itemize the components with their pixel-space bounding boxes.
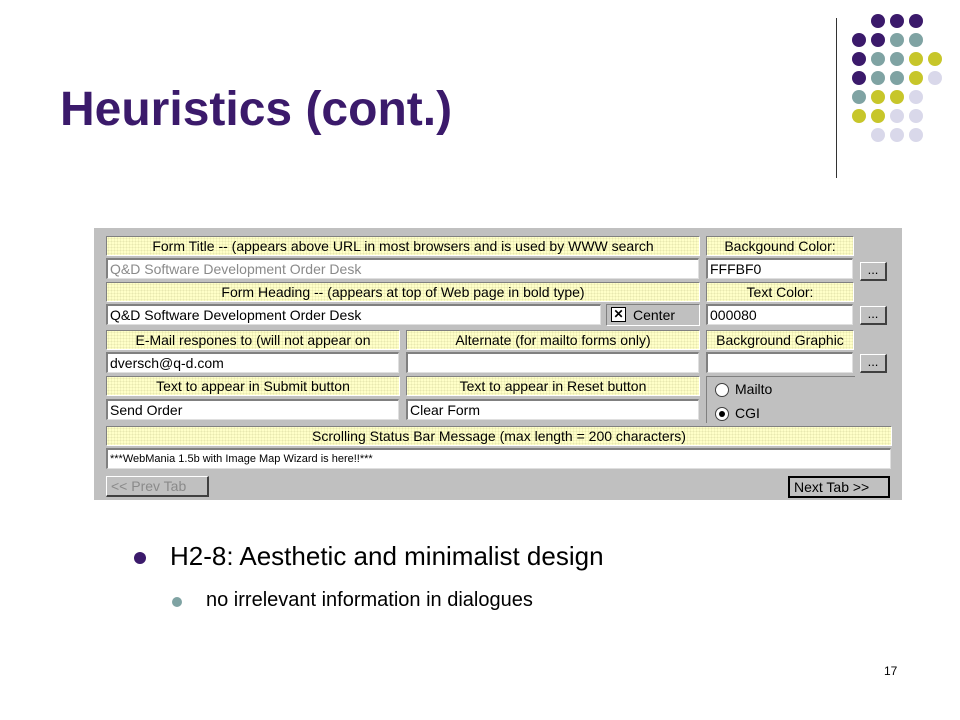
decorative-dot	[890, 33, 904, 47]
decorative-dot	[871, 14, 885, 28]
decorative-dot	[890, 128, 904, 142]
decorative-dot	[928, 52, 942, 66]
decorative-dot	[871, 128, 885, 142]
reset-button-text-label: Text to appear in Reset button	[406, 376, 700, 396]
background-graphic-field[interactable]	[706, 352, 853, 373]
sub-bullet-dot-icon	[172, 597, 182, 607]
form-settings-dialog	[94, 228, 902, 500]
decorative-dot	[909, 128, 923, 142]
background-color-label: Backgound Color:	[706, 236, 854, 256]
next-tab-button[interactable]: Next Tab >>	[788, 476, 890, 498]
form-heading-field[interactable]: Q&D Software Development Order Desk	[106, 304, 601, 325]
decorative-dot	[909, 109, 923, 123]
text-color-field[interactable]: 000080	[706, 304, 853, 325]
text-color-label: Text Color:	[706, 282, 854, 302]
decorative-dot	[871, 109, 885, 123]
decorative-dot	[928, 71, 942, 85]
radio-selected-icon	[719, 411, 725, 417]
checkbox-checked-icon: ✕	[611, 307, 626, 322]
decorative-dot	[909, 71, 923, 85]
decorative-dot	[852, 109, 866, 123]
bullet-dot-icon	[134, 552, 146, 564]
decorative-dot	[871, 71, 885, 85]
form-title-label: Form Title -- (appears above URL in most browsers and is used by WWW search	[106, 236, 700, 256]
mailto-radio[interactable]	[715, 383, 729, 397]
background-graphic-label: Background Graphic	[706, 330, 854, 350]
decorative-dot	[852, 33, 866, 47]
submit-button-text-label: Text to appear in Submit button	[106, 376, 400, 396]
decorative-dot	[852, 90, 866, 104]
prev-tab-button[interactable]: << Prev Tab	[106, 476, 209, 497]
form-title-field[interactable]: Q&D Software Development Order Desk	[106, 258, 699, 279]
form-heading-label: Form Heading -- (appears at top of Web page in bold type)	[106, 282, 700, 302]
slide-title: Heuristics (cont.)	[60, 83, 453, 136]
decorative-dot	[871, 52, 885, 66]
center-checkbox-label: Center	[633, 307, 676, 323]
alternate-email-field[interactable]	[406, 352, 699, 373]
decorative-dot	[909, 90, 923, 104]
alternate-label: Alternate (for mailto forms only)	[406, 330, 700, 350]
decorative-dot	[871, 90, 885, 104]
decorative-dot	[890, 14, 904, 28]
email-field[interactable]: dversch@q-d.com	[106, 352, 399, 373]
decorative-dot	[890, 109, 904, 123]
decorative-dot	[890, 90, 904, 104]
cgi-radio-label: CGI	[735, 405, 760, 421]
status-message-field[interactable]: ***WebMania 1.5b with Image Map Wizard is here!!***	[106, 448, 891, 469]
decorative-dot	[909, 52, 923, 66]
bullet-main: H2-8: Aesthetic and minimalist design	[170, 541, 604, 571]
decorative-dot	[871, 33, 885, 47]
decorative-dot	[909, 33, 923, 47]
status-message-label: Scrolling Status Bar Message (max length = 200 characters)	[106, 426, 892, 446]
background-color-field[interactable]: FFFBF0	[706, 258, 853, 279]
background-graphic-browse-button[interactable]: ...	[860, 354, 887, 373]
cgi-radio[interactable]	[715, 407, 729, 421]
decorative-dot	[890, 52, 904, 66]
page-number: 17	[884, 664, 898, 678]
decorative-dot	[852, 52, 866, 66]
decorative-dot	[890, 71, 904, 85]
submit-button-text-field[interactable]: Send Order	[106, 399, 399, 420]
text-color-browse-button[interactable]: ...	[860, 306, 887, 325]
submit-method-group	[706, 376, 855, 423]
background-color-browse-button[interactable]: ...	[860, 262, 887, 281]
mailto-radio-label: Mailto	[735, 381, 773, 397]
center-checkbox[interactable]	[606, 304, 700, 326]
title-divider-line	[836, 18, 837, 178]
reset-button-text-field[interactable]: Clear Form	[406, 399, 699, 420]
bullet-sub: no irrelevant information in dialogues	[206, 589, 533, 611]
decorative-dot	[909, 14, 923, 28]
email-label: E-Mail respones to (will not appear on	[106, 330, 400, 350]
decorative-dot	[852, 71, 866, 85]
